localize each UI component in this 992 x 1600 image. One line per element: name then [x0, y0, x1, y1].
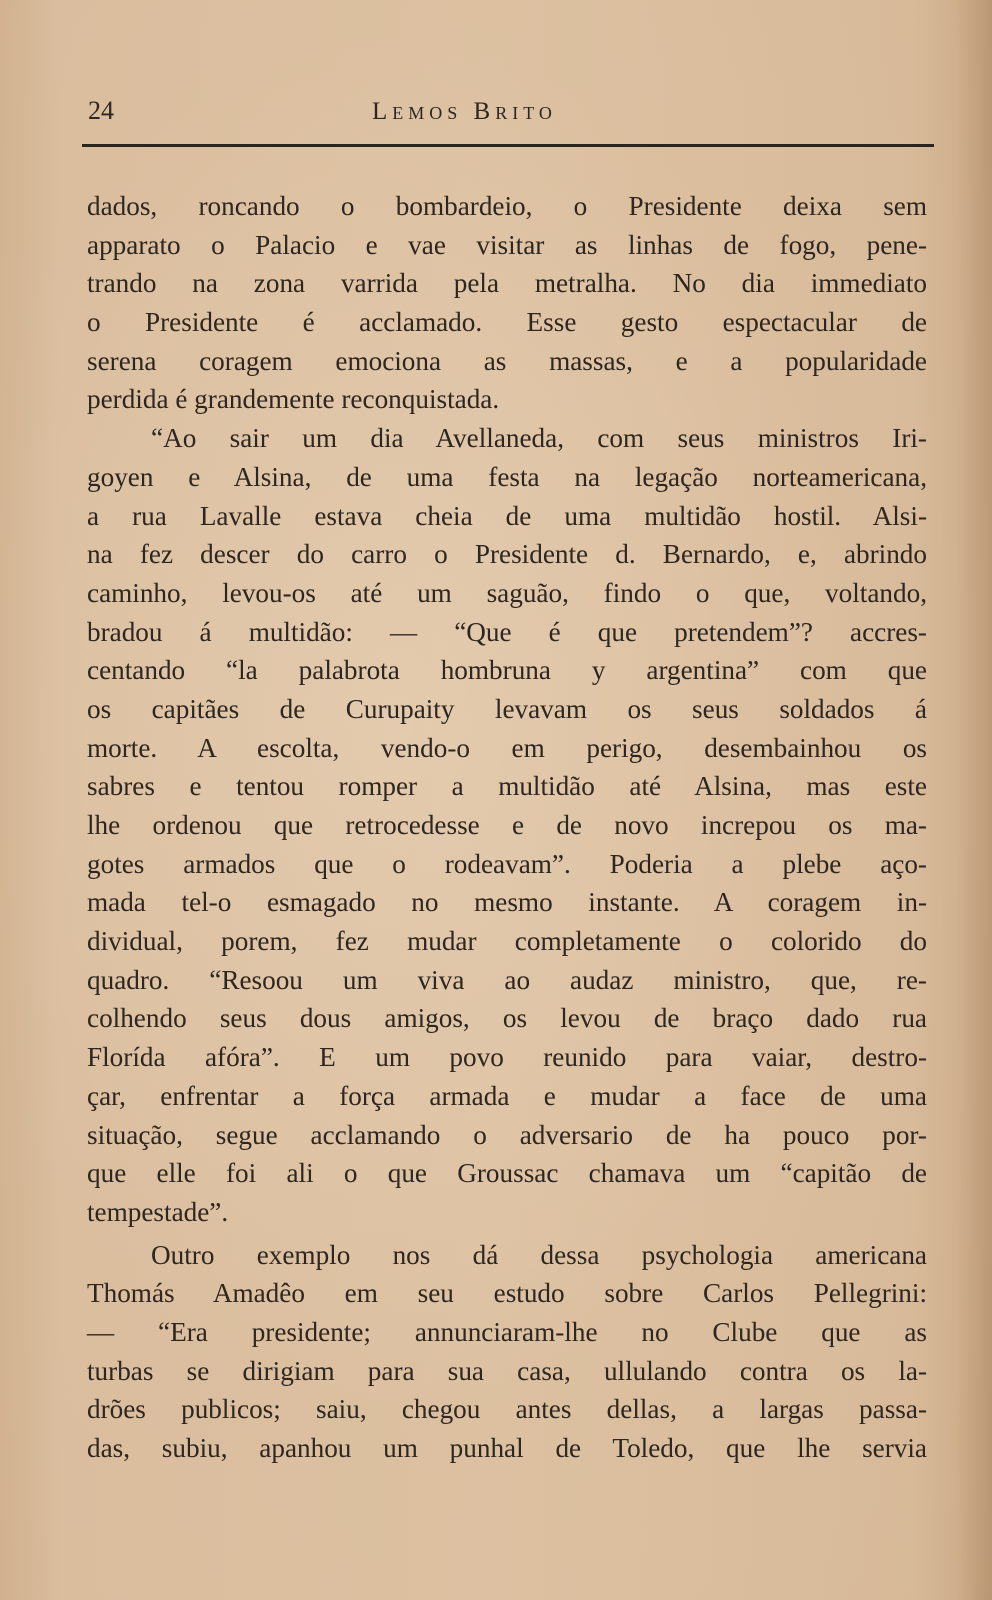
text-line: Outro exemplo nos dá dessa psychologia americana — [151, 1239, 927, 1270]
text-line: morte. A escolta, vendo-o em perigo, desembainhou os — [87, 732, 927, 763]
text-line: dividual, porem, fez mudar completamente o colorido do — [87, 926, 927, 957]
running-title: Lemos Brito — [372, 98, 557, 125]
text-line: o Presidente é acclamado. Esse gesto espectacular de — [87, 307, 927, 338]
text-line: sabres e tentou romper a multidão até Alsina, mas este — [87, 771, 927, 802]
text-line: Florída afóra”. E um povo reunido para vaiar, destro- — [87, 1042, 927, 1073]
text-line: mada tel-o esmagado no mesmo instante. A coragem in- — [87, 887, 927, 918]
text-line: tempestade”. — [87, 1196, 229, 1227]
text-line: serena coragem emociona as massas, e a popularidade — [87, 345, 927, 376]
text-line: drões publicos; saiu, chegou antes dellas, a largas passa- — [87, 1394, 927, 1425]
page-number: 24 — [88, 96, 114, 125]
text-line: turbas se dirigiam para sua casa, ullulando contra os la- — [87, 1355, 927, 1386]
text-line: trando na zona varrida pela metralha. No dia immediato — [87, 268, 927, 299]
text-line: — “Era presidente; annunciaram-lhe no Clube que as — [87, 1316, 927, 1347]
text-line: Thomás Amadêo em seu estudo sobre Carlos Pellegrini: — [87, 1278, 927, 1309]
text-line: lhe ordenou que retrocedesse e de novo increpou os ma- — [87, 810, 927, 840]
body-text — [87, 187, 927, 1468]
text-line: caminho, levou-os até um saguão, findo o que, voltando, — [87, 577, 927, 608]
text-line: colhendo seus dous amigos, os levou de braço dado rua — [87, 1003, 927, 1034]
text-line: a rua Lavalle estava cheia de uma multidão hostil. Alsi- — [87, 500, 927, 531]
header-rule — [82, 144, 934, 147]
text-line: çar, enfrentar a força armada e mudar a face de uma — [87, 1080, 927, 1111]
text-line: perdida é grandemente reconquistada. — [87, 384, 500, 415]
text-line: “Ao sair um dia Avellaneda, com seus ministros Iri- — [151, 423, 927, 454]
text-line: que elle foi ali o que Groussac chamava um “capitão de — [87, 1158, 927, 1189]
text-line: gotes armados que o rodeavam”. Poderia a plebe aço- — [87, 848, 927, 879]
text-line: os capitães de Curupaity levavam os seus soldados á — [87, 693, 927, 724]
text-line: goyen e Alsina, de uma festa na legação norteamericana, — [87, 461, 927, 492]
text-line: quadro. “Resoou um viva ao audaz ministro, que, re- — [87, 964, 927, 995]
text-line: das, subiu, apanhou um punhal de Toledo, que lhe servia — [87, 1433, 927, 1463]
text-line: na fez descer do carro o Presidente d. Bernardo, e, abrindo — [87, 539, 927, 570]
text-line: apparato o Palacio e vae visitar as linhas de fogo, pene- — [87, 229, 927, 260]
text-line: situação, segue acclamando o adversario de ha pouco por- — [87, 1119, 927, 1150]
text-line: dados, roncando o bombardeio, o Presidente deixa sem — [87, 191, 927, 221]
running-head — [86, 96, 932, 136]
text-line: centando “la palabrota hombruna y argentina” com que — [87, 655, 927, 686]
text-line: bradou á multidão: — “Que é que pretendem”? accres- — [87, 616, 927, 647]
